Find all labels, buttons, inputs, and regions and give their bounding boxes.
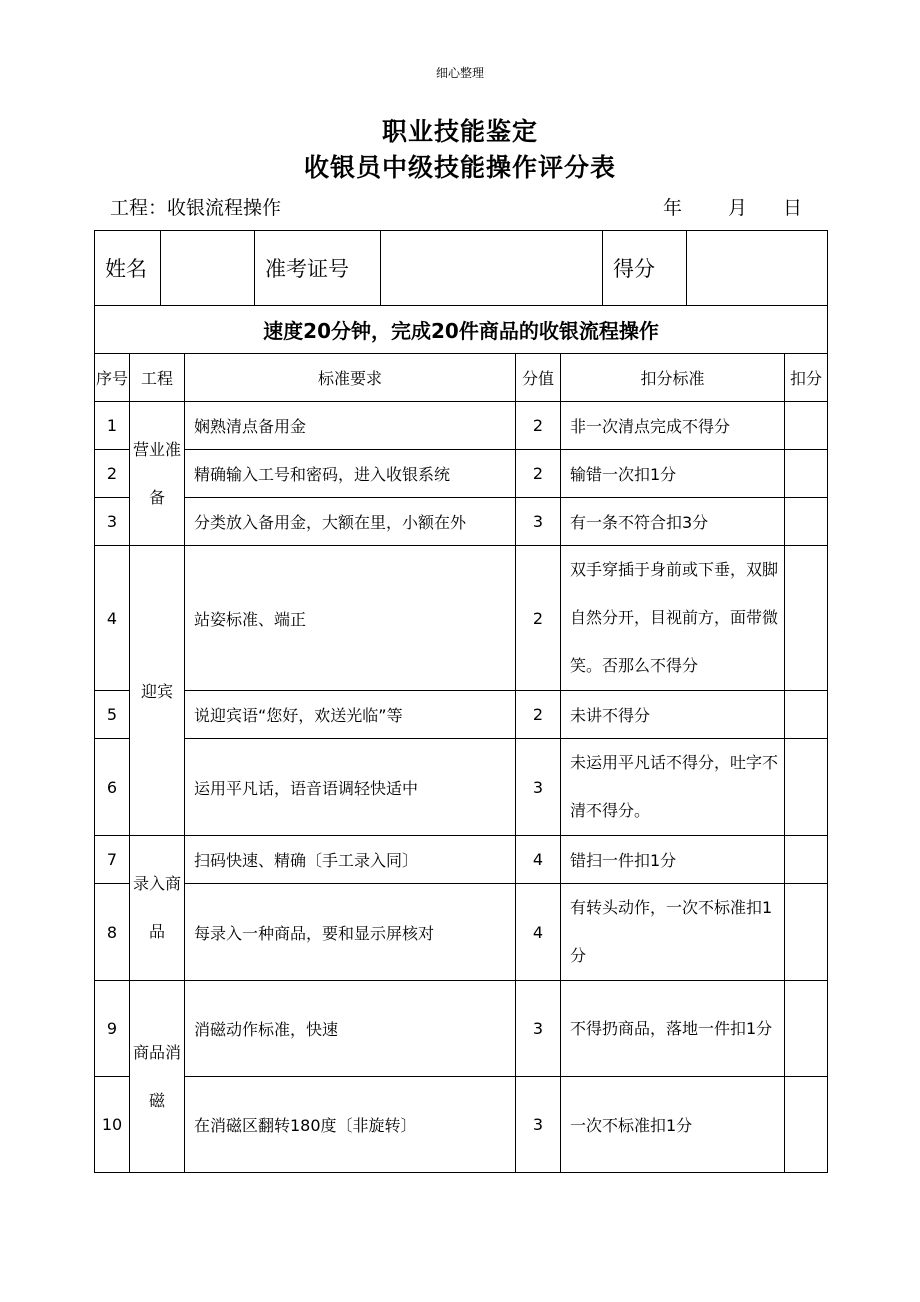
row-points: 4 <box>516 836 561 884</box>
row-rule: 不得扔商品，落地一件扣1分 <box>561 981 785 1077</box>
row-points: 3 <box>516 739 561 836</box>
row-seq: 10 <box>95 1077 130 1173</box>
header-note: 细心整理 <box>435 66 484 80</box>
row-points: 4 <box>516 884 561 981</box>
row-rule: 未运用平凡话不得分，吐字不清不得分。 <box>561 739 785 836</box>
row-seq: 4 <box>95 546 130 691</box>
row-rule: 输错一次扣1分 <box>561 450 785 498</box>
row-seq: 5 <box>95 691 130 739</box>
project-line: 工程：收银流程操作 <box>110 197 282 219</box>
row-points: 3 <box>516 1077 561 1173</box>
table-row <box>95 402 828 450</box>
row-standard: 站姿标准、端正 <box>185 546 516 691</box>
score-label: 得分 <box>603 231 687 306</box>
row-deduction-field[interactable] <box>785 402 828 450</box>
table-row <box>95 981 828 1077</box>
row-points: 2 <box>516 450 561 498</box>
row-standard: 在消磁区翻转180度〔非旋转〕 <box>185 1077 516 1173</box>
exam-id-field[interactable] <box>381 231 603 306</box>
document-title: 职业技能鉴定 <box>381 117 538 146</box>
row-deduction-field[interactable] <box>785 836 828 884</box>
row-standard: 运用平凡话，语音语调轻快适中 <box>185 739 516 836</box>
group-label: 商品消磁 <box>130 981 185 1173</box>
row-seq: 6 <box>95 739 130 836</box>
col-header-standard: 标准要求 <box>185 354 516 402</box>
row-deduction-field[interactable] <box>785 546 828 691</box>
row-standard: 说迎宾语“您好，欢送光临”等 <box>185 691 516 739</box>
row-rule: 未讲不得分 <box>561 691 785 739</box>
row-seq: 9 <box>95 981 130 1077</box>
table-row <box>95 739 828 836</box>
table-row <box>95 836 828 884</box>
row-deduction-field[interactable] <box>785 450 828 498</box>
row-points: 2 <box>516 546 561 691</box>
col-header-item: 工程 <box>130 354 185 402</box>
col-header-seq: 序号 <box>95 354 130 402</box>
col-header-points: 分值 <box>516 354 561 402</box>
table-row <box>95 546 828 691</box>
task-banner: 速度20分钟，完成20件商品的收银流程操作 <box>95 306 828 354</box>
row-standard: 分类放入备用金，大额在里，小额在外 <box>185 498 516 546</box>
row-standard: 消磁动作标准，快速 <box>185 981 516 1077</box>
row-rule: 一次不标准扣1分 <box>561 1077 785 1173</box>
row-deduction-field[interactable] <box>785 739 828 836</box>
candidate-info-table <box>94 230 828 306</box>
row-standard: 娴熟清点备用金 <box>185 402 516 450</box>
row-rule: 有一条不符合扣3分 <box>561 498 785 546</box>
table-row <box>95 1077 828 1173</box>
name-field[interactable] <box>161 231 255 306</box>
group-label: 营业准备 <box>130 402 185 546</box>
date-year: 年 <box>663 197 683 219</box>
row-seq: 3 <box>95 498 130 546</box>
exam-id-label: 准考证号 <box>255 231 381 306</box>
row-points: 3 <box>516 981 561 1077</box>
scoring-table <box>94 305 828 1173</box>
score-field[interactable] <box>687 231 828 306</box>
name-label: 姓名 <box>95 231 161 306</box>
document-subtitle: 收银员中级技能操作评分表 <box>303 153 616 182</box>
col-header-deduction: 扣分 <box>785 354 828 402</box>
row-deduction-field[interactable] <box>785 884 828 981</box>
row-deduction-field[interactable] <box>785 981 828 1077</box>
row-standard: 扫码快速、精确〔手工录入同〕 <box>185 836 516 884</box>
date-month: 月 <box>728 197 748 219</box>
col-header-deduction-rule: 扣分标准 <box>561 354 785 402</box>
date-day: 日 <box>783 197 803 219</box>
row-points: 2 <box>516 691 561 739</box>
row-standard: 精确输入工号和密码，进入收银系统 <box>185 450 516 498</box>
row-seq: 7 <box>95 836 130 884</box>
row-points: 3 <box>516 498 561 546</box>
row-deduction-field[interactable] <box>785 691 828 739</box>
group-label: 录入商品 <box>130 836 185 981</box>
table-row <box>95 691 828 739</box>
row-seq: 1 <box>95 402 130 450</box>
row-rule: 双手穿插于身前或下垂，双脚自然分开，目视前方，面带微笑。否那么不得分 <box>561 546 785 691</box>
row-standard: 每录入一种商品，要和显示屏核对 <box>185 884 516 981</box>
group-label: 迎宾 <box>130 546 185 836</box>
row-deduction-field[interactable] <box>785 498 828 546</box>
row-deduction-field[interactable] <box>785 1077 828 1173</box>
table-row <box>95 450 828 498</box>
row-rule: 非一次清点完成不得分 <box>561 402 785 450</box>
row-seq: 2 <box>95 450 130 498</box>
table-header-row <box>95 354 828 402</box>
table-row <box>95 884 828 981</box>
row-rule: 错扫一件扣1分 <box>561 836 785 884</box>
row-rule: 有转头动作，一次不标准扣1分 <box>561 884 785 981</box>
row-seq: 8 <box>95 884 130 981</box>
table-row <box>95 498 828 546</box>
row-points: 2 <box>516 402 561 450</box>
